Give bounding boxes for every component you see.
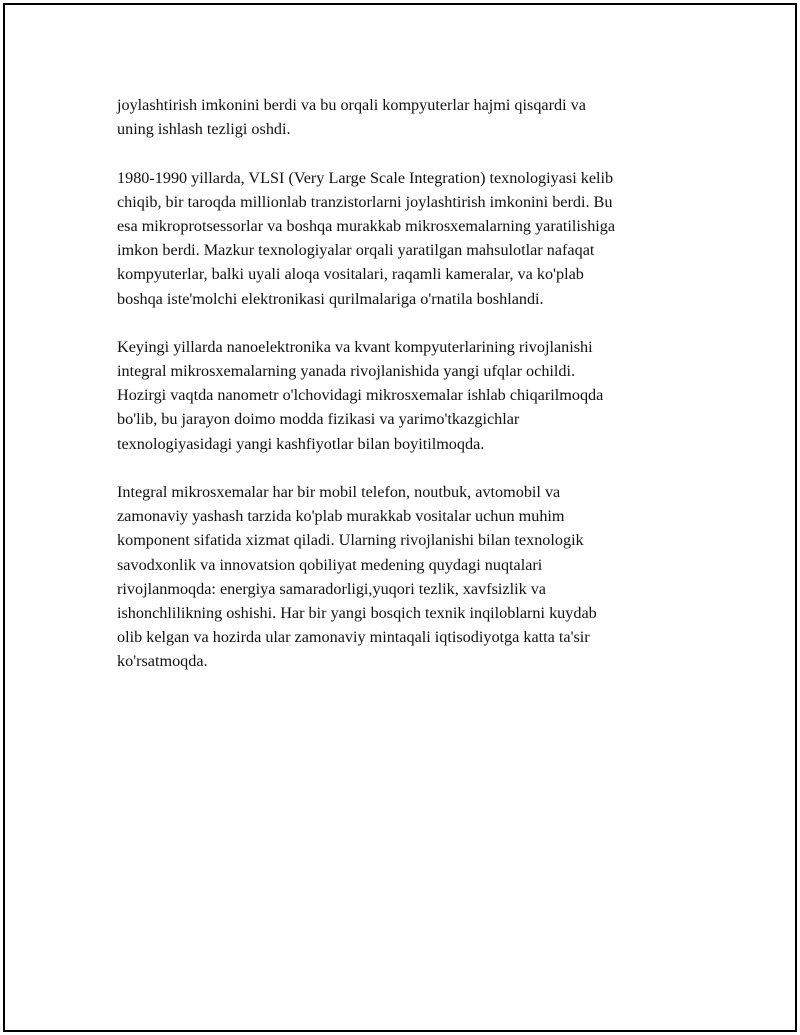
paragraph-1 <box>117 93 677 141</box>
text-line: savodxonlik va innovatsion qobiliyat medening quydagi nuqtalari <box>117 555 543 574</box>
text-line: bo'lib, bu jarayon doimo modda fizikasi va yarimo'tkazgichlar <box>117 410 520 429</box>
text-line: Keyingi yillarda nanoelektronika va kvant kompyuterlarining rivojlanishi <box>117 337 593 356</box>
paragraph-4 <box>117 480 677 674</box>
paragraph-2 <box>117 166 677 311</box>
text-line: joylashtirish imkonini berdi va bu orqali kompyuterlar hajmi qisqardi va <box>117 96 586 114</box>
paragraph-3 <box>117 335 677 456</box>
text-line: rivojlanmoqda: energiya samaradorligi,yuqori tezlik, xavfsizlik va <box>117 579 546 598</box>
text-line: olib kelgan va hozirda ular zamonaviy mintaqali iqtisodiyotga katta ta'sir <box>117 628 590 647</box>
text-line: kompyuterlar, balki uyali aloqa vositalari, raqamli kameralar, va ko'plab <box>117 265 584 284</box>
text-line: chiqib, bir taroqda millionlab tranzistorlarni joylashtirish imkonini berdi. Bu <box>117 192 613 211</box>
text-line: zamonaviy yashash tarzida ko'plab murakkab vositalar uchun muhim <box>117 507 565 526</box>
text-line: esa mikroprotsessorlar va boshqa murakkab mikrosxemalarning yaratilishiga <box>117 216 616 235</box>
text-line: ishonchlilikning oshishi. Har bir yangi bosqich texnik inqiloblarni kuydab <box>117 603 597 622</box>
text-line: 1980-1990 yillarda, VLSI (Very Large Scale Integration) texnologiyasi kelib <box>117 168 614 187</box>
text-line: Integral mikrosxemalar har bir mobil telefon, noutbuk, avtomobil va <box>117 483 561 501</box>
text-line: ko'rsatmoqda. <box>117 652 208 671</box>
text-line: integral mikrosxemalarning yanada rivojlanishida yangi ufqlar ochildi. <box>117 362 576 381</box>
text-line: imkon berdi. Mazkur texnologiyalar orqali yaratilgan mahsulotlar nafaqat <box>117 241 595 260</box>
text-line: Hozirgi vaqtda nanometr o'lchovidagi mikrosxemalar ishlab chiqarilmoqda <box>117 386 604 405</box>
text-line: uning ishlash tezligi oshdi. <box>117 120 291 139</box>
text-line: komponent sifatida xizmat qiladi. Ularning rivojlanishi bilan texnologik <box>117 531 584 550</box>
document-body <box>117 93 677 698</box>
text-line: texnologiyasidagi yangi kashfiyotlar bilan boyitilmoqda. <box>117 434 485 453</box>
text-line: boshqa iste'molchi elektronikasi qurilmalariga o'rnatila boshlandi. <box>117 289 544 308</box>
